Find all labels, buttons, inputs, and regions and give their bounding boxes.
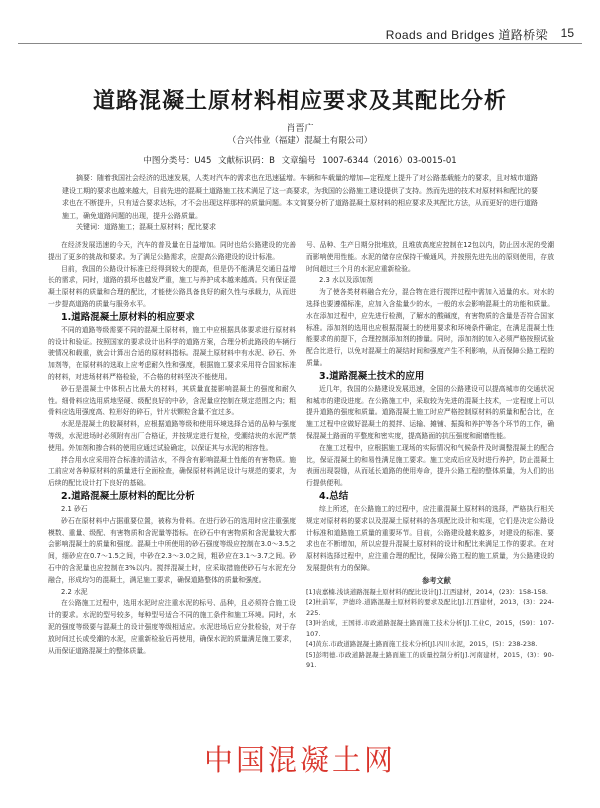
- page-number: 15: [560, 26, 574, 40]
- reference-item: [2]杜前军，尹德玲.道路混凝土原材料的要求及配比[J].江西建材，2013，(3)：224-225.: [306, 598, 554, 617]
- article-keywords: 关键词：道路施工；混凝土原材料；配比要求: [76, 223, 216, 231]
- article-meta: 中图分类号：U45 文献标识码：B 文章编号 1007-6344（2016）03-0015-01: [143, 156, 457, 166]
- references-heading: 参考文献: [422, 575, 451, 585]
- running-title: Roads and Bridges 道路桥梁: [385, 28, 548, 42]
- body-column-right: [306, 240, 554, 800]
- watermark-text: 中国混凝土网: [203, 743, 396, 777]
- subsection-heading: 2.3 水以及添加剂: [319, 276, 373, 285]
- body-column-left: [48, 240, 296, 800]
- page-header: [0, 0, 600, 40]
- article-affiliation: （合兴伟业（福建）混凝土有限公司）: [227, 136, 373, 146]
- paragraph: 不同的道路等级需要不同的混凝土原材料，施工中应根据具体要求进行原材料的设计和验证。按照国家的要求设计出科学的道路方案，合理分析此路段的车辆行驶情况和载重，就会计算出合适的原材料指标。混凝土原材料中有水泥、砂石、外加剂等，在原材料的选取上应考虑耐久性和强度，根据施工要求采用符合国家标准的材料，对进场材料严格检验，不合格的材料坚决不能使用。: [48, 325, 296, 381]
- article-abstract: 摘要：随着我国社会经济的迅速发展，人类对汽车的需求也在迅速猛增。车辆和车载量的增加—定程度上提升了对公路基载能力的要求，且对城市道路建设工期的要求也越来越大，目前先进的混凝土道路施工技术满足了这一高要求，为我国的公路施工建设提供了支持。然而先进的技术对原材料和配比的要求也在不断提升，只有适合要求达标，才不会出现这样那样的质量问题。本文简要分析了道路混凝土原材料的相应要求及其配比方法，从而更好的进行道路施工，确免道路问题的出现，提升公路质量。: [62, 174, 538, 220]
- paragraph: 在公路施工过程中，选用水泥时应注重水泥的标号、品种，且必须符合施工设计的要求。水泥的型号较多，每种型号适合不同的施工条件和施工环境。同时，水泥的强度等级要与混凝土的设计强度等级相适应。水泥进场后应分批检验，对于存放时间过长或受潮的水泥，应重新检验后再使用，确保水泥的质量满足施工要求，从而保证道路混凝土的整体质量。: [48, 599, 296, 655]
- article-title: 道路混凝土原材料相应要求及其配比分析: [92, 88, 507, 114]
- paragraph: 在施工过程中，应根据施工现场的实际情况和气候条件及时调整混凝土的配合比，保证混凝土的和易性满足施工要求。施工完成后应及时进行养护，防止混凝土表面出现裂缝，从而延长道路的使用寿命，提升公路工程的整体质量，为人们的出行提供便利。: [306, 443, 554, 488]
- reference-item: [5]彭明德.市政道路混凝土路面施工的质量控制分析[J].河南建材，2015，(3)：90-91.: [306, 650, 554, 670]
- reference-item: [4]黄东.市政道路混凝土路面施工技术分析[J].四川水泥，2015，(5)：238-238.: [306, 640, 538, 649]
- paragraph: 砂石在原材料中占据重要位置，被称为骨料。在进行砂石的选用时应注重强度模数、重量、级配、有害物质和含泥量等指标。在砂石中有害物质和含泥量较大都会影响混凝土的质量和强度。混凝土中所使用的砂石强度等级应控制在3.0～3.5之间，细砂应在0.7～1.5之间，中砂在2.3～3.0之间，粗砂应在3.1～3.7之间。砂石中的含泥量也应控制在3%以内。搅拌混凝土时，应采取措施使砂石与水泥充分融合，形成均匀的混凝土，满足施工要求，确保道路整体的质量和强度。: [48, 516, 296, 584]
- reference-item: [1]袁嘉楠.浅谈道路混凝土原材料的配比设计[J].江西建材，2014，(23)：158-158.: [306, 587, 548, 596]
- section-heading: 3.道路混凝土技术的应用: [319, 370, 425, 382]
- paragraph: 号、品种、生产日期分批堆放，且堆放高度应控制在12包以内，防止因水泥的受潮而影响使用性能。水泥的储存应保持干燥通风，并按照先进先出的原则使用，存放时间超过三个月的水泥应重新检验。: [306, 241, 554, 273]
- article-author: 肖晋广: [286, 124, 314, 134]
- paragraph: 水泥是混凝土的胶凝材料，应根据道路等级和使用环境选择合适的品种与强度等级，水泥进场时必须附有出厂合格证，并按规定进行复检，受潮结块的水泥严禁使用。外加剂和掺合料的使用应通过试验确定，以保证其与水泥的相容性。: [48, 420, 296, 452]
- paragraph: 综上所述，在公路施工的过程中，应注重混凝土原材料的选择，严格执行相关规定对原材料的要求以及混凝土原材料的各项配比设计和实现，它们是决定公路设计标准和道路施工质量的重要环节。目前，公路建设越来越多，对建设的标准、要求也在不断增加，所以应提升混凝土原材料的设计和配比来满足工作的要求。在对原材料选择过程中，应注重合理的配比，保障公路工程的施工质量，为公路建设的发展提供有力的保障。: [306, 504, 554, 572]
- section-heading: 2.道路混凝土原材料的配比分析: [61, 490, 195, 502]
- subsection-heading: 2.1 砂石: [61, 504, 88, 513]
- section-heading: 4.总结: [319, 490, 349, 502]
- paragraph: 在经济发展迅速的今天，汽车的普及量在日益增加。同时也给公路建设的完善提出了更多的挑战和要求。为了满足公路需求，应提高公路建设的设计标准。: [48, 241, 296, 261]
- paragraph: 拌合用水应采用符合标准的清洁水，不得含有影响混凝土性能的有害物质。施工前应对各种原材料的质量进行全面检查，确保原材料满足设计与规范的要求，为后续的配比设计打下良好的基础。: [48, 455, 296, 488]
- section-heading: 1.道路混凝土原材料的相应要求: [61, 311, 195, 323]
- subsection-heading: 2.2 水泥: [61, 587, 88, 596]
- paragraph: 为了使各类材料融合充分，混合物在进行搅拌过程中需加入适量的水。对水的选择也要遵循标准，应加入含盐量少的水，一般的水会影响混凝土的功能和质量。水在添加过程中，应先进行检测，了解水的酸碱度，有害物质的含量是否符合国家标准。添加剂的选用也应根据混凝土的使用要求和环境条件确定，在满足混凝土性能要求的前提下，合理控制添加剂的掺量。同时，添加剂的加入必须严格按照试验配合比进行，以免对混凝土的凝结时间和强度产生不利影响，从而保障公路工程的质量。: [306, 288, 554, 367]
- paragraph: 近几年，我国的公路建设发展迅速，全国的公路建设可以提高城市的交通状况和城市的建设进度。在公路施工中，采取较为先进的混凝土技术，一定程度上可以提升道路的强度和质量。道路混凝土施工时应严格控制原材料的质量和配合比，在施工过程中应做好混凝土的搅拌、运输、摊铺、振捣和养护等各个环节的工作，确保混凝土路面的平整度和密实度，提高路面的抗压强度和耐磨性能。: [306, 384, 554, 440]
- header-rule: [18, 43, 582, 44]
- reference-item: [3]叶治成，王国祥.市政道路混凝土路面施工技术分析[J].工业C，2015，(59)：107-107.: [306, 619, 554, 638]
- paragraph: 砂石是混凝土中体积占比最大的材料，其质量直接影响混凝土的强度和耐久性。细骨料应选用质地坚硬、级配良好的中砂，含泥量应控制在规定范围之内；粗骨料应选用强度高、粒形好的碎石，针片状颗粒含量不宜过多。: [48, 384, 296, 417]
- paragraph: 目前，我国的公路设计标准已经得到较大的提高，但是仍不能满足交通日益增长的需求，同时，道路的损坏也越发严重，施工与养护成本越来越高。只有保证混凝土原材料的质量和合理的配比，才能使公路具备良好的耐久性与承载力，从而进一步提高道路的质量与服务水平。: [48, 264, 296, 308]
